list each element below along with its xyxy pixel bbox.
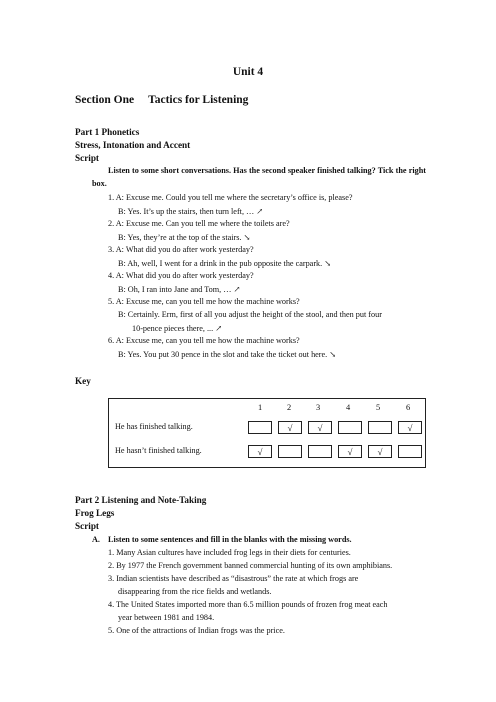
conversation-line: B: Certainly. Erm, first of all you adjust the height of the stool, and then put four: [118, 310, 382, 319]
answer-box: [308, 445, 332, 458]
section-number: Section One: [75, 94, 135, 106]
section-title: [75, 94, 248, 106]
conversation-line: B: Ah, well, I went for a drink in the pub opposite the carpark. ↘: [118, 259, 332, 268]
key-column-header: 2: [287, 403, 292, 412]
key-column-header: 6: [406, 403, 411, 412]
key-column-header: 4: [346, 403, 351, 412]
conversation-line: 4. A: What did you do after work yesterday?: [108, 271, 254, 280]
part2-instruction: Listen to some sentences and fill in the blanks with the missing words.: [108, 535, 352, 544]
answer-box: √: [278, 421, 302, 434]
answer-box: [338, 421, 362, 434]
part1-script-label: Script: [75, 153, 99, 163]
answer-box: √: [398, 421, 422, 434]
sentence-line: year between 1981 and 1984.: [118, 613, 215, 622]
conversation-line: B: Yes. You put 30 pence in the slot and take the ticket out here. ↘: [118, 350, 337, 359]
conversation-line: 5. A: Excuse me, can you tell me how the machine works?: [108, 297, 300, 306]
conversation-line: B: Oh, I ran into Jane and Tom, … ↗: [118, 285, 241, 294]
conversation-line: 2. A: Excuse me. Can you tell me where the toilets are?: [108, 219, 290, 228]
sentence-line: 4. The United States imported more than 6.5 million pounds of frozen frog meat each: [108, 600, 388, 609]
part1-instruction: Listen to some short conversations. Has the second speaker finished talking? Tick the right box.: [92, 166, 426, 188]
sentence-line: 1. Many Asian cultures have included frog legs in their diets for centuries.: [108, 548, 351, 557]
conversation-line: 1. A: Excuse me. Could you tell me where the secretary’s office is, please?: [108, 193, 353, 202]
conversation-line: B: Yes. It’s up the stairs, then turn left, … ↗: [118, 207, 264, 216]
sentence-line: 5. One of the attractions of Indian frogs was the price.: [108, 626, 285, 635]
conversation-line: 10-pence pieces there, ... ↗: [132, 324, 223, 333]
part1-subheading: Stress, Intonation and Accent: [75, 140, 191, 150]
key-label: Key: [75, 376, 91, 386]
key-row-label: He hasn’t finished talking.: [115, 446, 202, 455]
sentence-line: 3. Indian scientists have described as “disastrous” the rate at which frogs are: [108, 574, 359, 583]
answer-box: √: [338, 445, 362, 458]
answer-box: √: [368, 445, 392, 458]
answer-box: [368, 421, 392, 434]
key-column-header: 1: [258, 403, 263, 412]
conversation-line: B: Yes, they’re at the top of the stairs. ↘: [118, 233, 251, 242]
part2-subheading: Frog Legs: [75, 508, 115, 518]
answer-box: [248, 421, 272, 434]
answer-box: [398, 445, 422, 458]
section-name: Tactics for Listening: [148, 94, 249, 106]
conversation-line: 6. A: Excuse me, can you tell me how the machine works?: [108, 336, 300, 345]
part2-heading: Part 2 Listening and Note-Taking: [75, 495, 207, 505]
unit-title: Unit 4: [232, 66, 264, 78]
answer-box: √: [248, 445, 272, 458]
exercise-letter: A.: [92, 535, 100, 544]
conversation-line: 3. A: What did you do after work yesterday?: [108, 245, 254, 254]
answer-box: [278, 445, 302, 458]
part2-script-label: Script: [75, 521, 99, 531]
part1-heading: Part 1 Phonetics: [75, 127, 140, 137]
key-column-header: 3: [316, 403, 321, 412]
sentence-line: 2. By 1977 the French government banned commercial hunting of its own amphibians.: [108, 561, 393, 570]
key-row-label: He has finished talking.: [115, 422, 193, 431]
key-column-header: 5: [376, 403, 381, 412]
sentence-line: disappearing from the rice fields and wetlands.: [118, 587, 272, 596]
answer-box: √: [308, 421, 332, 434]
